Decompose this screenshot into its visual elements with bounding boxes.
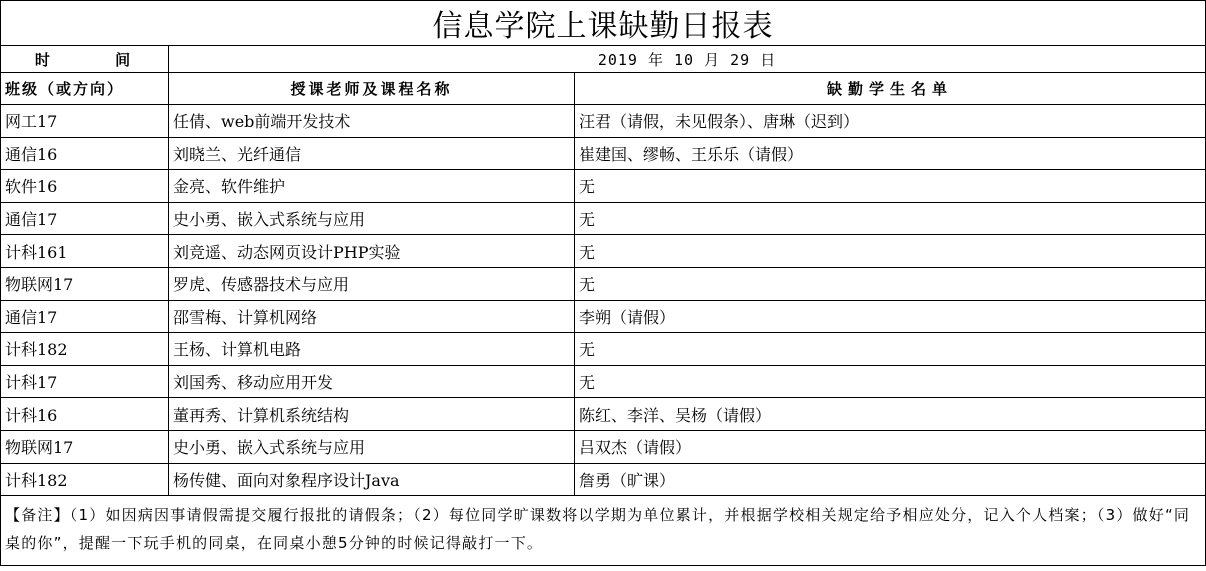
- cell-absent-students: 詹勇（旷课）: [575, 463, 1206, 496]
- cell-absent-students: 李朔（请假）: [575, 300, 1206, 333]
- cell-teacher-course: 史小勇、嵌入式系统与应用: [169, 202, 575, 235]
- cell-class: 计科16: [1, 398, 169, 431]
- remarks-note: 【备注】（1）如因病因事请假需提交履行报批的请假条；（2）每位同学旷课数将以学期为单位累计，并根据学校相关规定给予相应处分，记入个人档案；（3）做好“同桌的你”，提醒一下玩手机的同桌，在同桌小憩5分钟的时候记得敲打一下。: [1, 496, 1206, 566]
- cell-absent-students: 汪君（请假，未见假条）、唐琳（迟到）: [575, 105, 1206, 138]
- report-date: 2019 年 10 月 29 日: [169, 46, 1206, 73]
- cell-absent-students: 无: [575, 365, 1206, 398]
- table-row: [1, 333, 1206, 366]
- column-header-row: [1, 73, 1206, 105]
- table-row: [1, 105, 1206, 138]
- table-row: [1, 365, 1206, 398]
- cell-absent-students: 无: [575, 333, 1206, 366]
- table-row: [1, 235, 1206, 268]
- cell-teacher-course: 任倩、web前端开发技术: [169, 105, 575, 138]
- cell-absent-students: 无: [575, 267, 1206, 300]
- note-row: [1, 496, 1206, 566]
- cell-teacher-course: 邵雪梅、计算机网络: [169, 300, 575, 333]
- cell-teacher-course: 刘晓兰、光纤通信: [169, 137, 575, 170]
- cell-class: 通信16: [1, 137, 169, 170]
- title-row: [1, 1, 1206, 46]
- header-class: 班级（或方向）: [1, 73, 169, 105]
- cell-absent-students: 崔建国、缪畅、王乐乐（请假）: [575, 137, 1206, 170]
- time-row: [1, 46, 1206, 73]
- cell-teacher-course: 刘竞遥、动态网页设计PHP实验: [169, 235, 575, 268]
- cell-class: 软件16: [1, 170, 169, 203]
- cell-class: 通信17: [1, 300, 169, 333]
- table-row: [1, 170, 1206, 203]
- cell-absent-students: 陈红、李洋、吴杨（请假）: [575, 398, 1206, 431]
- header-absent-students: 缺勤学生名单: [575, 73, 1206, 105]
- table-row: [1, 430, 1206, 463]
- header-teacher-course: 授课老师及课程名称: [169, 73, 575, 105]
- cell-class: 计科182: [1, 463, 169, 496]
- cell-teacher-course: 杨传健、面向对象程序设计Java: [169, 463, 575, 496]
- cell-teacher-course: 王杨、计算机电路: [169, 333, 575, 366]
- cell-class: 物联网17: [1, 430, 169, 463]
- cell-teacher-course: 刘国秀、移动应用开发: [169, 365, 575, 398]
- cell-class: 计科17: [1, 365, 169, 398]
- table-row: [1, 398, 1206, 431]
- cell-class: 计科182: [1, 333, 169, 366]
- cell-teacher-course: 金亮、软件维护: [169, 170, 575, 203]
- cell-absent-students: 无: [575, 202, 1206, 235]
- cell-absent-students: 无: [575, 235, 1206, 268]
- cell-class: 计科161: [1, 235, 169, 268]
- report-title: 信息学院上课缺勤日报表: [1, 1, 1206, 46]
- cell-teacher-course: 史小勇、嵌入式系统与应用: [169, 430, 575, 463]
- cell-class: 网工17: [1, 105, 169, 138]
- time-label: 时 间: [1, 46, 169, 73]
- cell-teacher-course: 董再秀、计算机系统结构: [169, 398, 575, 431]
- table-row: [1, 300, 1206, 333]
- cell-class: 物联网17: [1, 267, 169, 300]
- cell-absent-students: 吕双杰（请假）: [575, 430, 1206, 463]
- table-row: [1, 463, 1206, 496]
- table-row: [1, 267, 1206, 300]
- cell-class: 通信17: [1, 202, 169, 235]
- table-row: [1, 202, 1206, 235]
- cell-absent-students: 无: [575, 170, 1206, 203]
- cell-teacher-course: 罗虎、传感器技术与应用: [169, 267, 575, 300]
- table-row: [1, 137, 1206, 170]
